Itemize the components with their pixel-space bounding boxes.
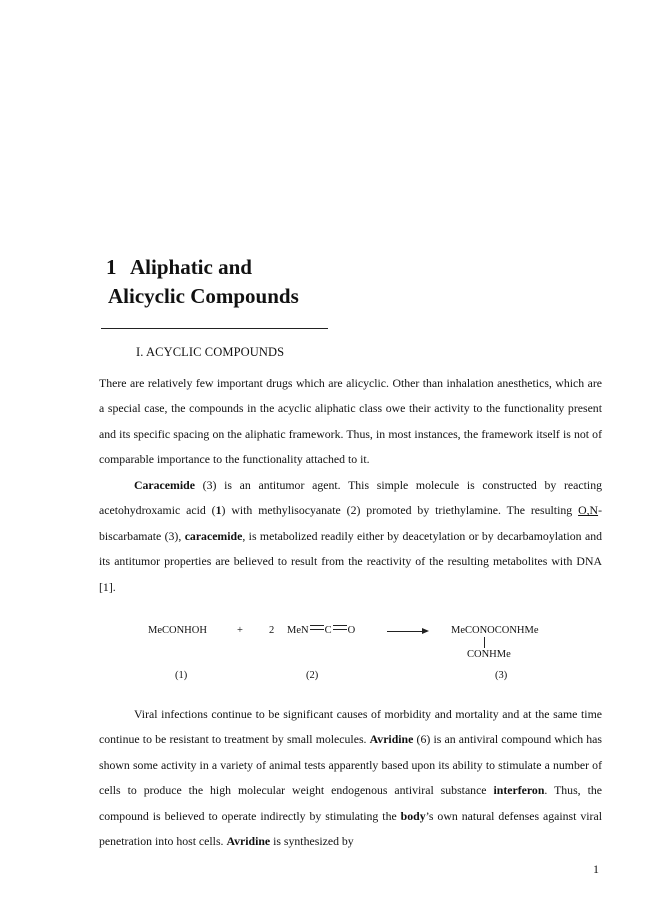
compound-2-part: MeN — [287, 625, 309, 636]
compound-2-part: C — [324, 625, 332, 636]
paragraph-avridine — [99, 702, 602, 854]
paragraph-text: , is metabolized readily either by deacetylation or by decarbamoylation and its antitumor properties are believed to result from the reactivity of the resulting metabolites with DNA [1]. — [99, 528, 602, 594]
paragraph-text: Viral infections continue to be significant causes of morbidity and mortality and at the same time continue to be resistant to treatment by small molecules. — [99, 707, 602, 747]
paragraph-intro: There are relatively few important drugs which are alicyclic. Other than inhalation anesthetics, which are a special case, the compounds in the acyclic aliphatic class owe their activity to the functionality present and its specific spacing on the aliphatic framework. Thus, in most instances, the framework itself is not of comparable importance to the functionality attached to it. — [99, 376, 602, 467]
title-rule — [101, 328, 328, 329]
paragraph-text: is synthesized by — [270, 834, 354, 849]
single-bond — [484, 637, 485, 648]
label-2: (2) — [306, 670, 319, 681]
page-number: 1 — [593, 862, 599, 876]
compound-2 — [287, 625, 355, 636]
label-3: (3) — [495, 670, 508, 681]
section-heading: I. ACYCLIC COMPOUNDS — [136, 345, 285, 359]
plus-sign: + — [237, 625, 243, 636]
term-avridine: Avridine — [369, 732, 414, 747]
term-caracemide-2: caracemide — [184, 528, 243, 543]
compound-2-part: O — [347, 625, 356, 636]
paragraph-text: ) with methylisocyanate (2) promoted by triethylamine. The resulting — [221, 503, 579, 518]
reaction-arrow — [387, 631, 427, 632]
compound-ref-1: 1 — [215, 503, 222, 518]
compound-1: MeCONHOH — [148, 625, 207, 636]
chapter-title — [106, 253, 299, 311]
on-prefix: O,N — [578, 503, 599, 518]
double-bond — [333, 625, 347, 630]
double-bond — [310, 625, 324, 630]
term-interferon: interferon — [493, 783, 545, 798]
chapter-title-line2: Alicyclic Compounds — [108, 284, 299, 308]
coefficient: 2 — [269, 625, 275, 636]
paragraph-text: (3) is an antitumor agent. This simple molecule is constructed by reacting acetohydroxamic acid ( — [99, 478, 602, 518]
paragraph-caracemide — [99, 473, 602, 600]
label-1: (1) — [175, 670, 188, 681]
paragraph-text: . Thus, the compound is believed to operate indirectly by stimulating the — [99, 783, 602, 823]
paragraph-text: -biscarbamate (3), — [99, 503, 602, 543]
paragraph-text: ’s own natural defenses against viral penetration into host cells. — [99, 808, 602, 849]
chapter-title-line1: Aliphatic and — [130, 255, 252, 279]
chapter-number: 1 — [106, 255, 117, 279]
term-body: body — [400, 808, 426, 823]
term-avridine-2: Avridine — [226, 834, 271, 849]
compound-3: MeCONOCONHMe — [451, 625, 539, 636]
paragraph-text: (6) is an antiviral compound which has shown some activity in a variety of animal tests apparently based upon its ability to stimulate a number of cells to produce the high molecular weight endogenous antiviral substance — [99, 732, 602, 798]
compound-3-substituent: CONHMe — [467, 649, 511, 660]
term-caracemide: Caracemide — [134, 478, 195, 492]
